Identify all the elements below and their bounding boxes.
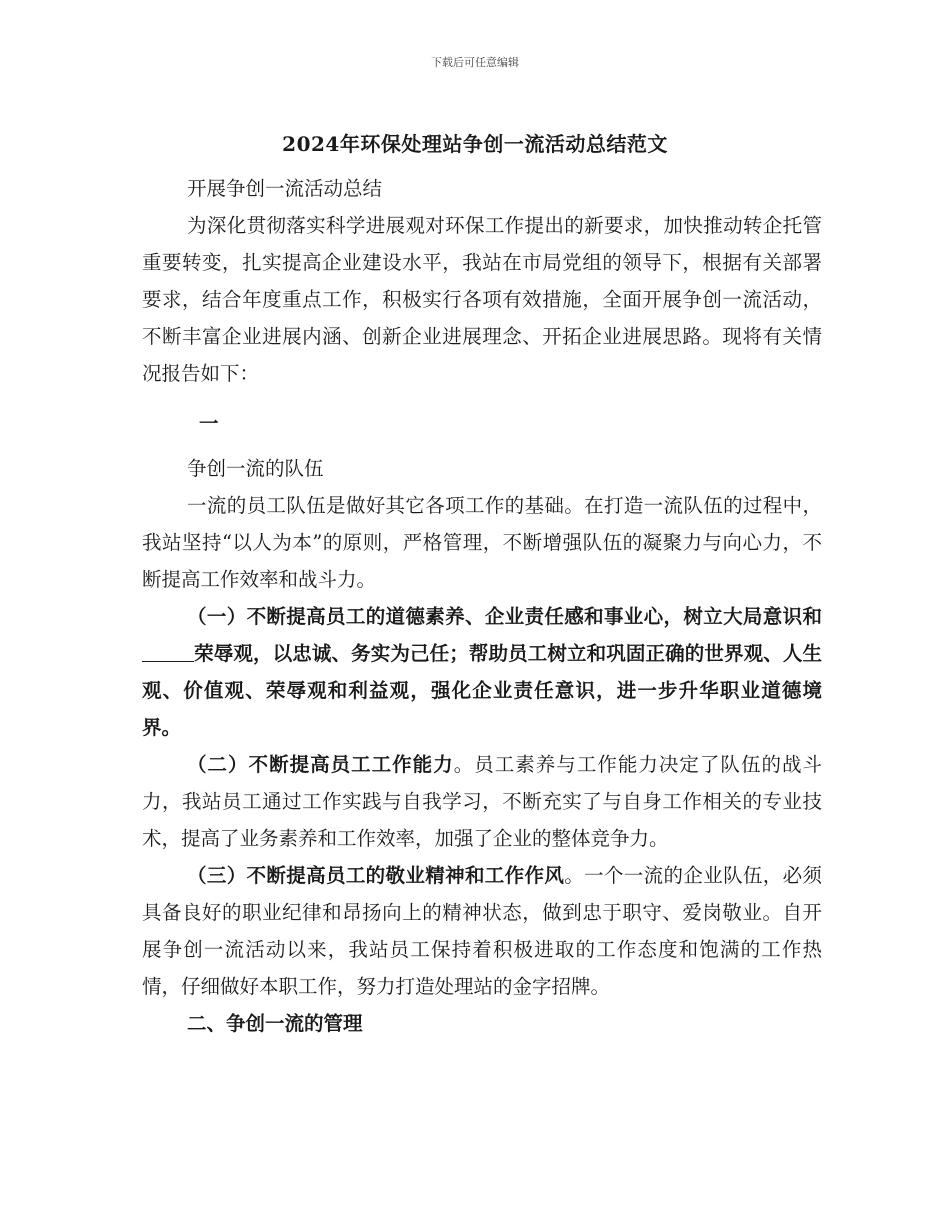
item-two-paragraph [142, 746, 822, 857]
item-three-heading: （三）不断提高员工的敬业精神和工作作风 [187, 864, 565, 887]
section-two-heading: 二、争创一流的管理 [187, 1012, 363, 1035]
document-subtitle: 开展争创一流活动总结 [187, 177, 383, 200]
blank-underline [142, 641, 194, 662]
item-one-text-b: 荣辱观，以忠诚、务实为己任；帮助员工树立和巩固正确的世界观、人生观、价值观、荣辱观和利益观，强化企业责任意识，进一步升华职业道德境界。 [142, 642, 822, 739]
section-one-heading: 争创一流的队伍 [187, 457, 324, 480]
item-three-paragraph [142, 857, 822, 1005]
item-two-text: 。员工素养与工作能力决定了队伍的战斗力，我站员工通过工作实践与自我学习，不断充实了与自身工作相关的专业技术，提高了业务素养和工作效率，加强了企业的整体竞争力。 [142, 753, 822, 850]
item-three-text: 。一个一流的企业队伍，必须具备良好的职业纪律和昂扬向上的精神状态，做到忠于职守、爱岗敬业。自开展争创一流活动以来，我站员工保持着积极进取的工作态度和饱满的工作热情，仔细做好本职工作，努力打造处理站的金字招牌。 [142, 864, 822, 998]
item-two-heading: （二）不断提高员工工作能力 [187, 753, 454, 776]
intro-paragraph: 为深化贯彻落实科学进展观对环保工作提出的新要求，加快推动转企托管重要转变，扎实提高企业建设水平，我站在市局党组的领导下，根据有关部署要求，结合年度重点工作，积极实行各项有效措施，全面开展争创一流活动，不断丰富企业进展内涵、创新企业进展理念、开拓企业进展思路。现将有关情况报告如下： [142, 214, 822, 385]
item-one-paragraph [142, 598, 822, 746]
document-title: 2024年环保处理站争创一流活动总结范文 [282, 132, 668, 156]
document-body [142, 170, 822, 1042]
section-one-paragraph: 一流的员工队伍是做好其它各项工作的基础。在打造一流队伍的过程中，我站坚持“以人为本”的原则，严格管理，不断增强队伍的凝聚力与向心力，不断提高工作效率和战斗力。 [142, 494, 822, 591]
section-one-mark: 一 [199, 412, 219, 435]
page-header-note: 下载后可任意编辑 [431, 56, 519, 69]
item-one-text-a: （一）不断提高员工的道德素养、企业责任感和事业心，树立大局意识和 [187, 605, 822, 628]
